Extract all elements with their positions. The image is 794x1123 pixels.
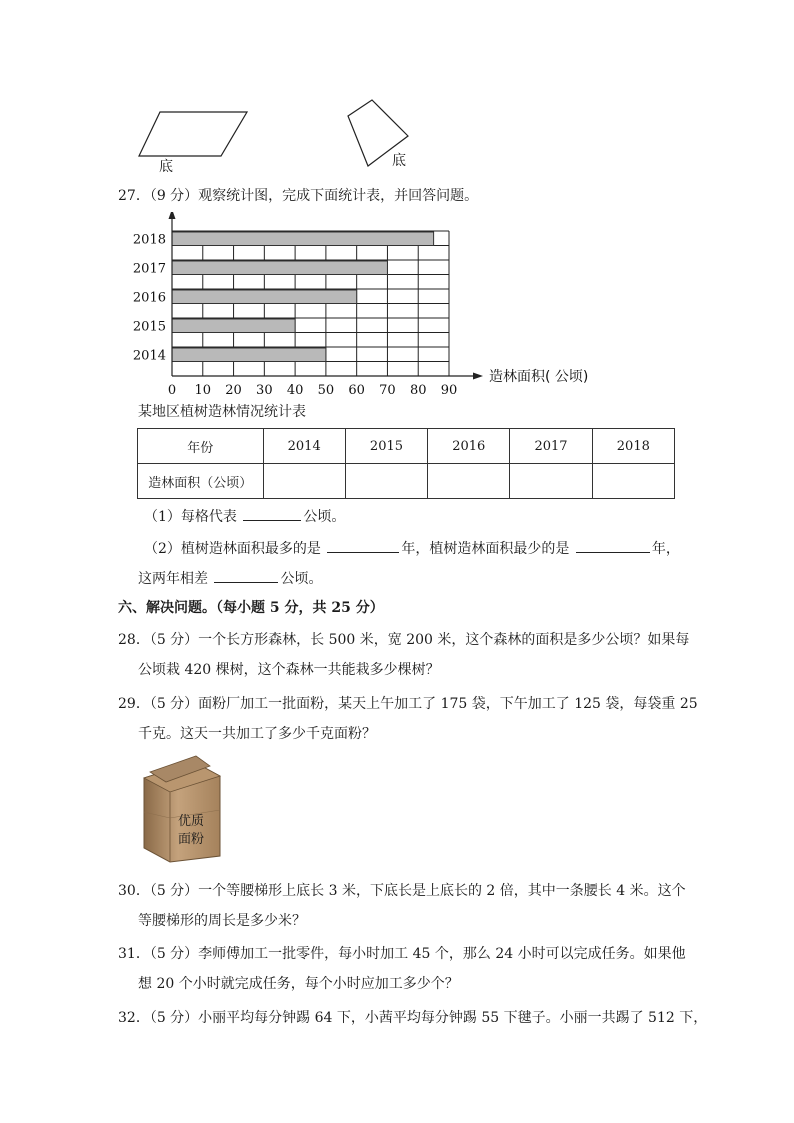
- table-header-label: 年份: [138, 429, 264, 464]
- bar-2015: [172, 319, 295, 333]
- y-axis-label: [138, 212, 166, 213]
- y-tick-label: 2015: [132, 319, 166, 335]
- x-tick-label: 90: [440, 383, 458, 398]
- bar-2017: [172, 261, 387, 275]
- q31-line2: 想 20 个小时就完成任务，每个小时应加工多少个？: [138, 976, 459, 992]
- flour-bag-label-line1: 优质: [178, 814, 205, 829]
- answer-blank[interactable]: [327, 538, 399, 553]
- q31-line1: 31．（5 分）李师傅加工一批零件，每小时加工 45 个，那么 24 小时可以完成任务。如果他: [118, 946, 686, 962]
- table-year-cell: 2016: [428, 429, 510, 464]
- section6-heading: 六、解决问题。（每小题 5 分，共 25 分）: [118, 600, 384, 616]
- q27-sub1-suffix: 公顷。: [303, 509, 346, 525]
- q27-sub2-line2: [138, 568, 322, 589]
- y-tick-label: 2018: [132, 232, 166, 248]
- trapezoid-figure: [340, 96, 420, 176]
- table-answer-cell[interactable]: [592, 464, 674, 499]
- table-answer-cell[interactable]: [345, 464, 427, 499]
- x-tick-label: 30: [256, 383, 273, 398]
- table-answer-cell[interactable]: [510, 464, 592, 499]
- q27-sub2-line2-suffix: 公顷。: [280, 571, 323, 587]
- parallelogram-base-label: 底: [159, 159, 173, 175]
- table-year-cell: 2014: [263, 429, 345, 464]
- q32-line1: 32．（5 分）小丽平均每分钟踢 64 下，小茜平均每分钟踢 55 下毽子。小丽一共踢了 512 下，: [118, 1010, 708, 1026]
- answer-blank[interactable]: [576, 538, 650, 553]
- parallelogram-figure: [135, 108, 255, 178]
- bar-2018: [172, 232, 434, 246]
- q29-line2: 千克。这天一共加工了多少千克面粉？: [138, 726, 376, 742]
- q27-sub2-line2-prefix: 这两年相差: [138, 571, 208, 587]
- q27-sub1: [144, 506, 345, 527]
- table-answer-cell[interactable]: [263, 464, 345, 499]
- q30-line1: 30．（5 分）一个等腰梯形上底长 3 米，下底长是上底长的 2 倍，其中一条腰长 4 米。这个: [118, 883, 686, 899]
- q27-table-title: 某地区植树造林情况统计表: [138, 404, 306, 420]
- x-tick-label: 10: [194, 383, 212, 398]
- flour-bag-image: [136, 752, 226, 864]
- q27-sub2-part3: 年，: [651, 541, 680, 557]
- q28-line2: 公顷栽 420 棵树，这个森林一共能栽多少棵树？: [138, 662, 440, 678]
- y-tick-label: 2014: [132, 348, 166, 364]
- table-year-cell: 2018: [592, 429, 674, 464]
- y-tick-label: 2017: [132, 261, 166, 277]
- x-tick-label: 40: [286, 383, 304, 398]
- q27-sub1-prefix: （1）每格代表: [144, 509, 237, 525]
- x-tick-label: 70: [379, 383, 396, 398]
- flour-bag-label-line2: 面粉: [178, 832, 205, 847]
- table-answer-cell[interactable]: [428, 464, 510, 499]
- table-year-cell: 2015: [345, 429, 427, 464]
- q29-line1: 29．（5 分）面粉厂加工一批面粉，某天上午加工了 175 袋，下午加工了 125 袋，每袋重 25: [118, 696, 698, 712]
- table-year-cell: 2017: [510, 429, 592, 464]
- bar-2014: [172, 348, 326, 362]
- x-tick-label: 20: [225, 383, 242, 398]
- x-axis-label: 造林面积( 公顷): [489, 369, 589, 385]
- table-row-label: 造林面积（公顷）: [138, 464, 264, 499]
- y-tick-label: 2016: [132, 290, 166, 306]
- x-tick-label: 0: [167, 383, 177, 398]
- y-axis-arrow: [169, 212, 176, 219]
- bar-2016: [172, 290, 357, 304]
- x-axis-arrow: [473, 373, 483, 380]
- x-tick-label: 50: [317, 383, 335, 398]
- table-row-years: [138, 429, 675, 464]
- answer-blank[interactable]: [243, 506, 301, 521]
- q27-sub2-part1: （2）植树造林面积最多的是: [144, 541, 321, 557]
- q28-line1: 28．（5 分）一个长方形森林，长 500 米，宽 200 米，这个森林的面积是多少公顷？如果每: [118, 632, 690, 648]
- q27-sub2-part2: 年，植树造林面积最少的是: [401, 541, 570, 557]
- q27-stem: 27．（9 分）观察统计图，完成下面统计表，并回答问题。: [118, 188, 479, 204]
- forestation-bar-chart: [130, 212, 610, 398]
- q27-sub2-line1: [144, 538, 680, 559]
- q30-line2: 等腰梯形的周长是多少米？: [138, 913, 306, 929]
- x-tick-label: 80: [409, 383, 427, 398]
- table-row-area: [138, 464, 675, 499]
- forestation-stat-table: [137, 428, 675, 499]
- trapezoid-base-label: 底: [392, 153, 406, 169]
- x-tick-label: 60: [348, 383, 365, 398]
- answer-blank[interactable]: [214, 568, 278, 583]
